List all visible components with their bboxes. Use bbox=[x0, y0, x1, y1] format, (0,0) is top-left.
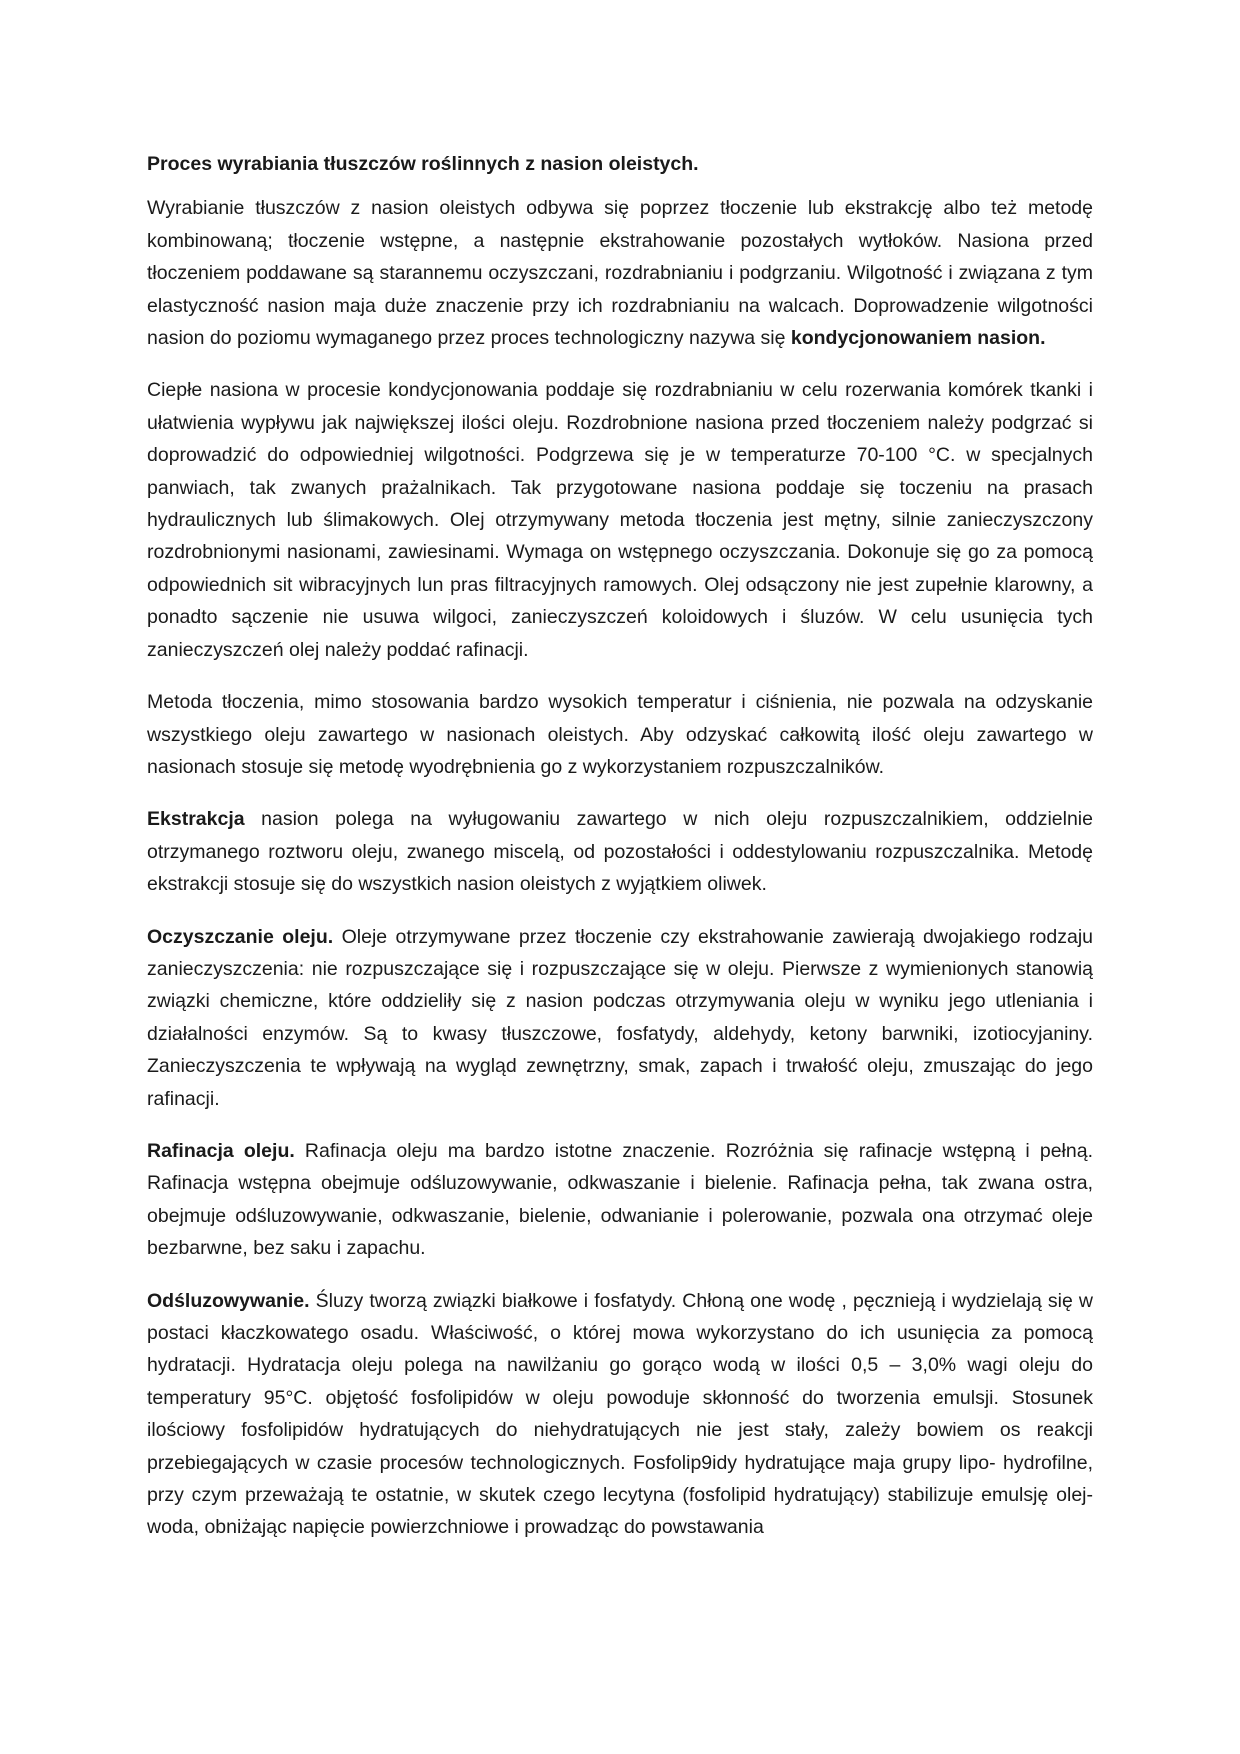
paragraph-odsluzowywanie bbox=[147, 1285, 1093, 1544]
heading-ekstrakcja: Ekstrakcja bbox=[147, 808, 245, 831]
heading-oczyszczanie: Oczyszczanie oleju. bbox=[147, 925, 334, 948]
document-title: Proces wyrabiania tłuszczów roślinnych z nasion oleistych. bbox=[147, 153, 699, 175]
paragraph-rafinacja-text: Rafinacja oleju ma bardzo istotne znaczenie. Rozróżnia się rafinacje wstępną i pełną. Rafinacja wstępna obejmuje odśluzowywanie, odkwaszanie i bielenie. Rafinacja pełna, tak zwana ostra, obejmuje odśluzowywanie, odkwaszanie, bielenie, odwanianie i polerowanie, pozwala ona otrzymać oleje bezbarwne, bez saku i zapachu. bbox=[147, 1139, 1093, 1260]
heading-rafinacja: Rafinacja oleju. bbox=[147, 1139, 295, 1162]
paragraph-oczyszczanie bbox=[147, 921, 1093, 1115]
paragraph-intro bbox=[147, 192, 1093, 354]
paragraph-rafinacja bbox=[147, 1135, 1093, 1265]
document-page bbox=[147, 148, 1093, 1544]
paragraph-oczyszczanie-text: Oleje otrzymywane przez tłoczenie czy ekstrahowanie zawierają dwojakiego rodzaju zanieczyszczenia: nie rozpuszczające się i rozpuszczające się w oleju. Pierwsze z wymienionych stanowią związki chemiczne, które oddzieliły się z nasion podczas otrzymywania oleju w wyniku jego utleniania i działalności enzymów. Są to kwasy tłuszczowe, fosfatydy, aldehydy, ketony barwniki, izotiocyjaniny. Zanieczyszczenia te wpływają na wygląd zewnętrzny, smak, zapach i trwałość oleju, zmuszając do jego rafinacji. bbox=[147, 925, 1093, 1110]
paragraph-ekstrakcja bbox=[147, 803, 1093, 900]
paragraph-rozdrabnianie: Ciepłe nasiona w procesie kondycjonowania poddaje się rozdrabnianiu w celu rozerwania komórek tkanki i ułatwienia wypływu jak największej ilości oleju. Rozdrobnione nasiona przed tłoczeniem należy podgrzać si doprowadzić do odpowiedniej wilgotności. Podgrzewa się je w temperaturze 70-100 °C. w specjalnych panwiach, tak zwanych prażalnikach. Tak przygotowane nasiona poddaje się toczeniu na prasach hydraulicznych lub ślimakowych. Olej otrzymywany metoda tłoczenia jest mętny, silnie zanieczyszczony rozdrobnionymi nasionami, zawiesinami. Wymaga on wstępnego oczyszczania. Dokonuje się go za pomocą odpowiednich sit wibracyjnych lun pras filtracyjnych ramowych. Olej odsączony nie jest zupełnie klarowny, a ponadto sączenie nie usuwa wilgoci, zanieczyszczeń koloidowych i śluzów. W celu usunięcia tych zanieczyszczeń olej należy poddać rafinacji. bbox=[147, 379, 1093, 661]
term-kondycjonowanie: kondycjonowaniem nasion. bbox=[790, 327, 1046, 350]
paragraph-intro-text: Wyrabianie tłuszczów z nasion oleistych odbywa się poprzez tłoczenie lub ekstrakcję albo też metodę kombinowaną; tłoczenie wstępne, a następnie ekstrahowanie pozostałych wytłoków. Nasiona przed tłoczeniem poddawane są starannemu oczyszczani, rozdrabnianiu i podgrzaniu. Wilgotność i związana z tym elastyczność nasion maja duże znaczenie przy ich rozdrabnianiu na walcach. Doprowadzenie wilgotności nasion do poziomu wymaganego przez proces technologiczny nazywa się bbox=[147, 197, 1093, 350]
paragraph-odsluzowywanie-text: Śluzy tworzą związki białkowe i fosfatydy. Chłoną one wodę , pęcznieją i wydzielają się w postaci kłaczkowatego osadu. Właściwość, o której mowa wykorzystano do ich usunięcia za pomocą hydratacji. Hydratacja oleju polega na nawilżaniu go gorąco wodą w ilości 0,5 – 3,0% wagi oleju do temperatury 95°C. objętość fosfolipidów w oleju powoduje skłonność do tworzenia emulsji. Stosunek ilościowy fosfolipidów hydratujących do niehydratujących nie jest stały, zależy bowiem os reakcji przebiegających w czasie procesów technologicznych. Fosfolip9idy hydratujące maja grupy lipo- hydrofilne, przy czym przeważają te ostatnie, w skutek czego lecytyna (fosfolipid hydratujący) stabilizuje emulsję olej- woda, obniżając napięcie powierzchniowe i prowadząc do powstawania bbox=[147, 1289, 1093, 1539]
paragraph-ekstrakcja-text: nasion polega na wyługowaniu zawartego w nich oleju rozpuszczalnikiem, oddzielnie otrzymanego roztworu oleju, zwanego miscelą, od pozostałości i oddestylowaniu rozpuszczalnika. Metodę ekstrakcji stosuje się do wszystkich nasion oleistych z wyjątkiem oliwek. bbox=[147, 808, 1093, 896]
heading-odsluzowywanie: Odśluzowywanie. bbox=[147, 1289, 310, 1312]
paragraph-metoda-tloczenia: Metoda tłoczenia, mimo stosowania bardzo wysokich temperatur i ciśnienia, nie pozwala na odzyskanie wszystkiego oleju zawartego w nasionach oleistych. Aby odzyskać całkowitą ilość oleju zawartego w nasionach stosuje się metodę wyodrębnienia go z wykorzystaniem rozpuszczalników. bbox=[147, 691, 1093, 778]
